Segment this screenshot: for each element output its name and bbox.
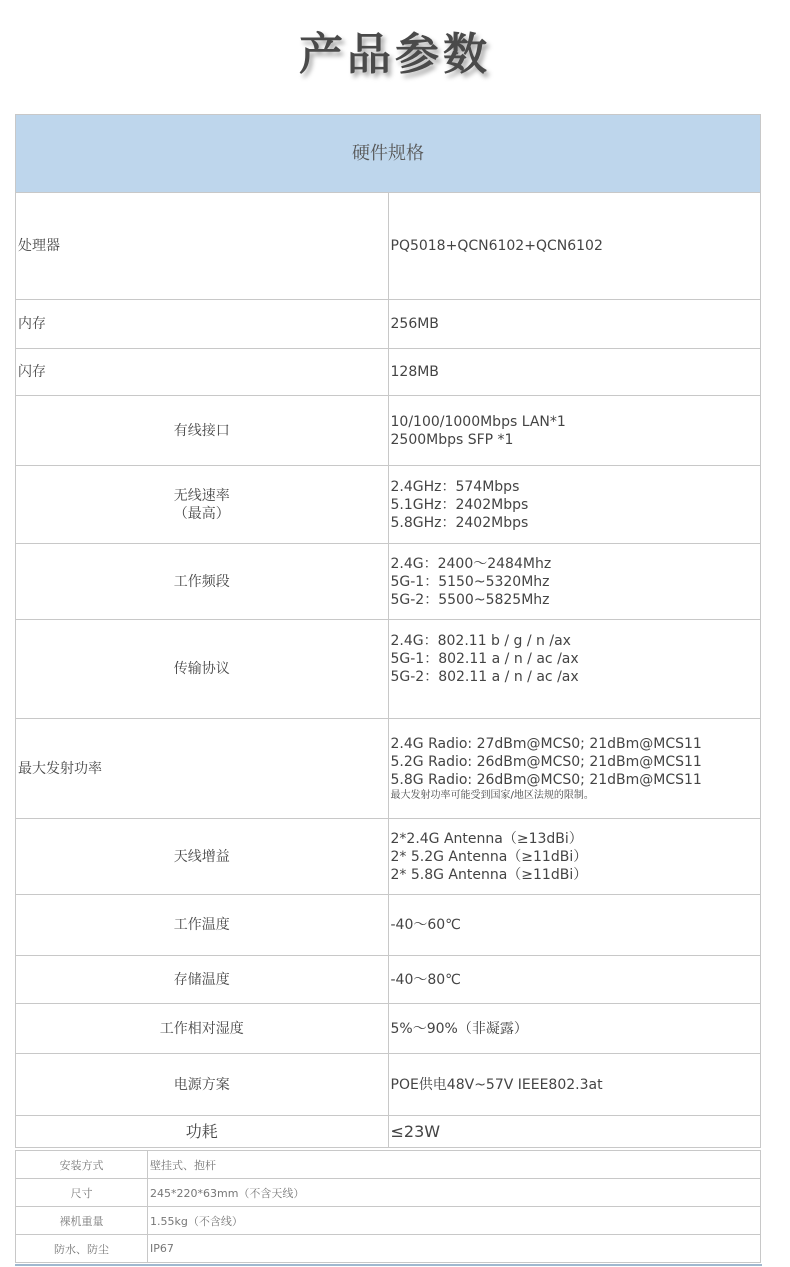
table-row bbox=[16, 349, 761, 396]
row-label: 裸机重量 bbox=[16, 1207, 148, 1235]
row-value: 1.55kg（不含线） bbox=[148, 1207, 761, 1235]
row-label: 工作温度 bbox=[16, 895, 389, 956]
table-row bbox=[16, 300, 761, 349]
row-value: 256MB bbox=[388, 300, 761, 349]
row-label: 最大发射功率 bbox=[16, 719, 389, 819]
table-row bbox=[16, 1207, 761, 1235]
table-row bbox=[16, 396, 761, 466]
row-label: 防水、防尘 bbox=[16, 1235, 148, 1263]
row-label: 无线速率 （最高） bbox=[16, 466, 389, 544]
row-value: 2.4G：2400～2484Mhz 5G-1：5150~5320Mhz 5G-2：5500~5825Mhz bbox=[388, 544, 761, 620]
row-value: 245*220*63mm（不含天线） bbox=[148, 1179, 761, 1207]
table-row bbox=[16, 1054, 761, 1116]
extra-spec-table bbox=[15, 1150, 761, 1263]
row-label: 有线接口 bbox=[16, 396, 389, 466]
table-row bbox=[16, 819, 761, 895]
row-label: 工作相对湿度 bbox=[16, 1004, 389, 1054]
row-value: 2.4G Radio: 27dBm@MCS0; 21dBm@MCS11 5.2G Radio: 26dBm@MCS0; 21dBm@MCS11 5.8G Radio: 26dBm@MCS0; 21dBm@MCS11 最大发射功率可能受到国家/地区法规的限制。 bbox=[388, 719, 761, 819]
row-label: 工作频段 bbox=[16, 544, 389, 620]
row-label: 传输协议 bbox=[16, 620, 389, 719]
row-value: IP67 bbox=[148, 1235, 761, 1263]
table-header: 硬件规格 bbox=[16, 115, 761, 193]
row-value: 壁挂式、抱杆 bbox=[148, 1151, 761, 1179]
table-row bbox=[16, 719, 761, 819]
row-value: ≤23W bbox=[388, 1116, 761, 1148]
row-label: 安装方式 bbox=[16, 1151, 148, 1179]
hardware-spec-table bbox=[15, 114, 761, 1148]
table-row bbox=[16, 466, 761, 544]
row-value: 10/100/1000Mbps LAN*1 2500Mbps SFP *1 bbox=[388, 396, 761, 466]
row-value: 2*2.4G Antenna（≥13dBi） 2* 5.2G Antenna（≥11dBi） 2* 5.8G Antenna（≥11dBi） bbox=[388, 819, 761, 895]
row-value: 2.4G：802.11 b / g / n /ax 5G-1：802.11 a / n / ac /ax 5G-2：802.11 a / n / ac /ax bbox=[388, 620, 761, 719]
table-row bbox=[16, 895, 761, 956]
row-label: 内存 bbox=[16, 300, 389, 349]
row-value: -40～80℃ bbox=[388, 956, 761, 1004]
table-header-row bbox=[16, 115, 761, 193]
table-row bbox=[16, 1116, 761, 1148]
table-row bbox=[16, 1151, 761, 1179]
row-label: 电源方案 bbox=[16, 1054, 389, 1116]
row-value: PQ5018+QCN6102+QCN6102 bbox=[388, 193, 761, 300]
table-row bbox=[16, 956, 761, 1004]
bottom-divider bbox=[15, 1264, 762, 1266]
row-label: 存储温度 bbox=[16, 956, 389, 1004]
row-label: 尺寸 bbox=[16, 1179, 148, 1207]
table-row bbox=[16, 1179, 761, 1207]
row-label: 天线增益 bbox=[16, 819, 389, 895]
row-value: -40～60℃ bbox=[388, 895, 761, 956]
table-row bbox=[16, 620, 761, 719]
row-label: 闪存 bbox=[16, 349, 389, 396]
table-row bbox=[16, 1235, 761, 1263]
row-value: 2.4GHz：574Mbps 5.1GHz：2402Mbps 5.8GHz：2402Mbps bbox=[388, 466, 761, 544]
table-row bbox=[16, 193, 761, 300]
row-value: 5%～90%（非凝露） bbox=[388, 1004, 761, 1054]
row-value: POE供电48V~57V IEEE802.3at bbox=[388, 1054, 761, 1116]
row-label: 功耗 bbox=[16, 1116, 389, 1148]
regulation-note: 最大发射功率可能受到国家/地区法规的限制。 bbox=[390, 789, 594, 801]
page-title: 产品参数 bbox=[299, 29, 491, 80]
row-label: 处理器 bbox=[16, 193, 389, 300]
table-row bbox=[16, 544, 761, 620]
row-value: 128MB bbox=[388, 349, 761, 396]
table-row bbox=[16, 1004, 761, 1054]
